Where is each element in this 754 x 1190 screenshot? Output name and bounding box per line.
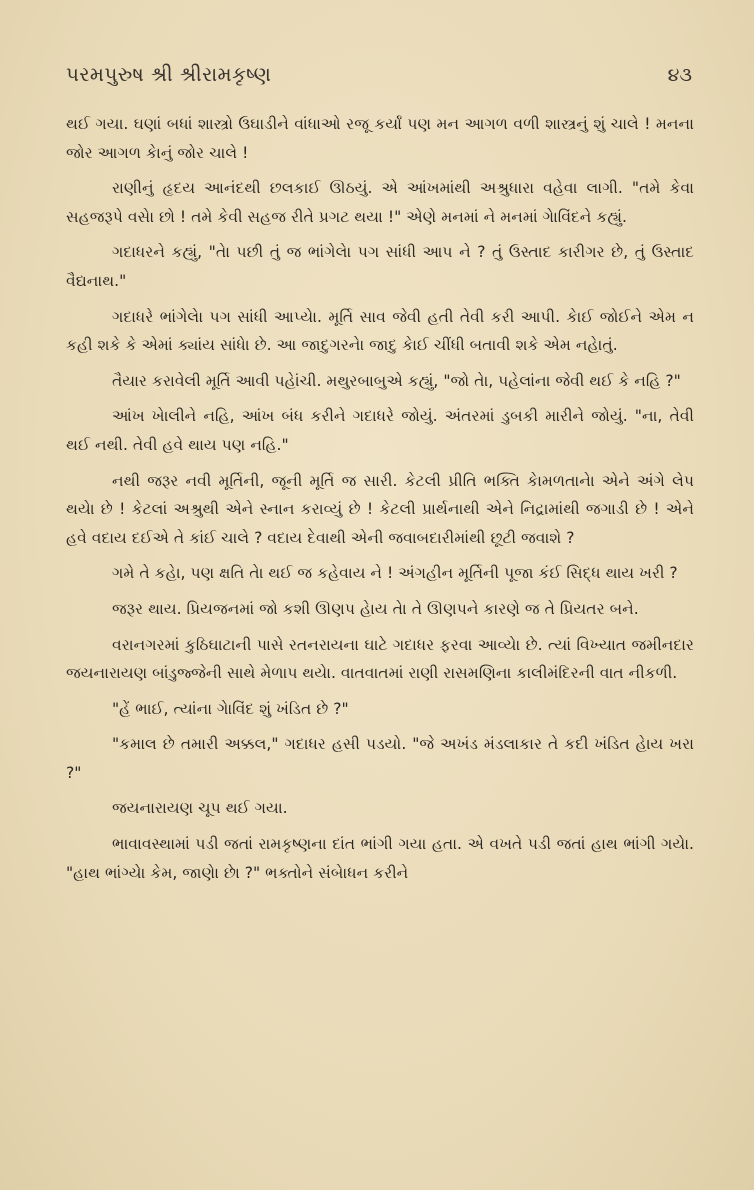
paragraph: ગમે તે કહેા, પણ ક્ષતિ તેા થઈ જ કહેવાય ને ! અંગહીન મૂર્તિની પૂજા કંઈ સિદ્ધ થાય ખરી ?	[112, 564, 678, 583]
paragraph: નથી જરૂર નવી મૂર્તિની, જૂની મૂર્તિ જ સારી. કેટલી પ્રીતિ ભક્તિ કેામળતાનેા એને અંગે લેપ થયેા છે ! કેટલાં અશ્રુથી એને સ્નાન કરાવ્યું છે ! કેટલી પ્રાર્થનાથી એને નિદ્રામાંથી જગાડી છે ! એને હવે વદાય દઈએ તે કાંઈ ચાલે ? વદાય દેવાથી એની જવાબદારીમાંથી છૂટી જવાશે ?	[66, 471, 694, 547]
paragraph: ગદાધરે ભાંગેલેા પગ સાંધી આપ્યેા. મૂર્તિ સાવ જેવી હતી તેવી કરી આપી. કેાઈ જોઈને એમ ન કહી શકે કે એમાં ક્યાંય સાંધેા છે. આ જાદુગરનેા જાદુ કેાઈ ચીંધી બતાવી શકે એમ નહેાતું.	[66, 307, 694, 355]
page-number: ૪૩	[667, 64, 692, 86]
paragraph: તૈયાર કરાવેલી મૂર્તિ આવી પહેાંચી. મથુરબાબુએ કહ્યું, "જો તેા, પહેલાંના જેવી થઈ કે નહિ ?"	[112, 371, 681, 390]
paragraph: જયનારાયણ ચૂપ થઈ ગયા.	[112, 799, 288, 818]
paragraph: થઈ ગયા. ઘણાં બધાં શાસ્ત્રો ઉઘાડીને વાંધાઓ રજૂ કર્યાં પણ મન આગળ વળી શાસ્ત્રનું શું ચાલે ! મનના જોર આગળ કેાનું જોર ચાલે !	[66, 115, 694, 162]
paragraph: ભાવાવસ્થામાં પડી જતાં રામકૃષ્ણના દાંત ભાંગી ગયા હતા. એ વખતે પડી જતાં હાથ ભાંગી ગયેા. "હાથ ભાંગ્યેા કેમ, જાણેા છેા ?" ભક્તોને સંબેાધન કરીને	[66, 835, 694, 882]
page-header	[66, 62, 694, 86]
paragraph: "કમાલ છે તમારી અક્કલ," ગદાધર હસી પડયો. "જે અખંડ મંડલાકાર તે કદી ખંડિત હેાય ખરા ?"	[66, 735, 694, 782]
paragraph: ગદાધરને કહ્યું, "તેા પછી તું જ ભાંગેલેા પગ સાંધી આપ ને ? તું ઉસ્તાદ કારીગર છે, તું ઉસ્તાદ વૈદ્યનાથ."	[66, 243, 694, 290]
body-text	[66, 110, 694, 887]
running-head: પરમપુરુષ શ્રી શ્રીરામકૃષ્ણ	[66, 62, 272, 86]
paragraph: આંખ ખેાલીને નહિ, આંખ બંધ કરીને ગદાધરે જોયું. અંતરમાં ડુબકી મારીને જોયું. "ના, તેવી થઈ નથી. તેવી હવે થાય પણ નહિ."	[66, 407, 694, 454]
paragraph: "હેં ભાઈ, ત્યાંના ગેાવિંદ શું ખંડિત છે ?"	[112, 699, 349, 718]
paragraph: વરાનગરમાં કુઠિઘાટાની પાસે રતનરાયના ઘાટે ગદાધર ફરવા આવ્યેા છે. ત્યાં વિખ્યાત જમીનદાર જયનારાયણ બાંડુજ્જેની સાથે મેળાપ થયેા. વાતવાતમાં રાણી રાસમણિના કાલીમંદિરની વાત નીકળી.	[66, 635, 694, 683]
paragraph: રાણીનું હૃદય આનંદથી છલકાઈ ઊઠયું. એ આંખમાંથી અશ્રુધારા વહેવા લાગી. "તમે કેવા સહજરૂપે વસેા છો ! તમે કેવી સહજ રીતે પ્રગટ થયા !" એણે મનમાં ને મનમાં ગેાવિંદને કહ્યું.	[66, 179, 694, 226]
paragraph: જરૂર થાય. પ્રિયજનમાં જો કશી ઊણપ હેાય તેા તે ઊણપને કારણે જ તે પ્રિયતર બને.	[112, 599, 639, 618]
